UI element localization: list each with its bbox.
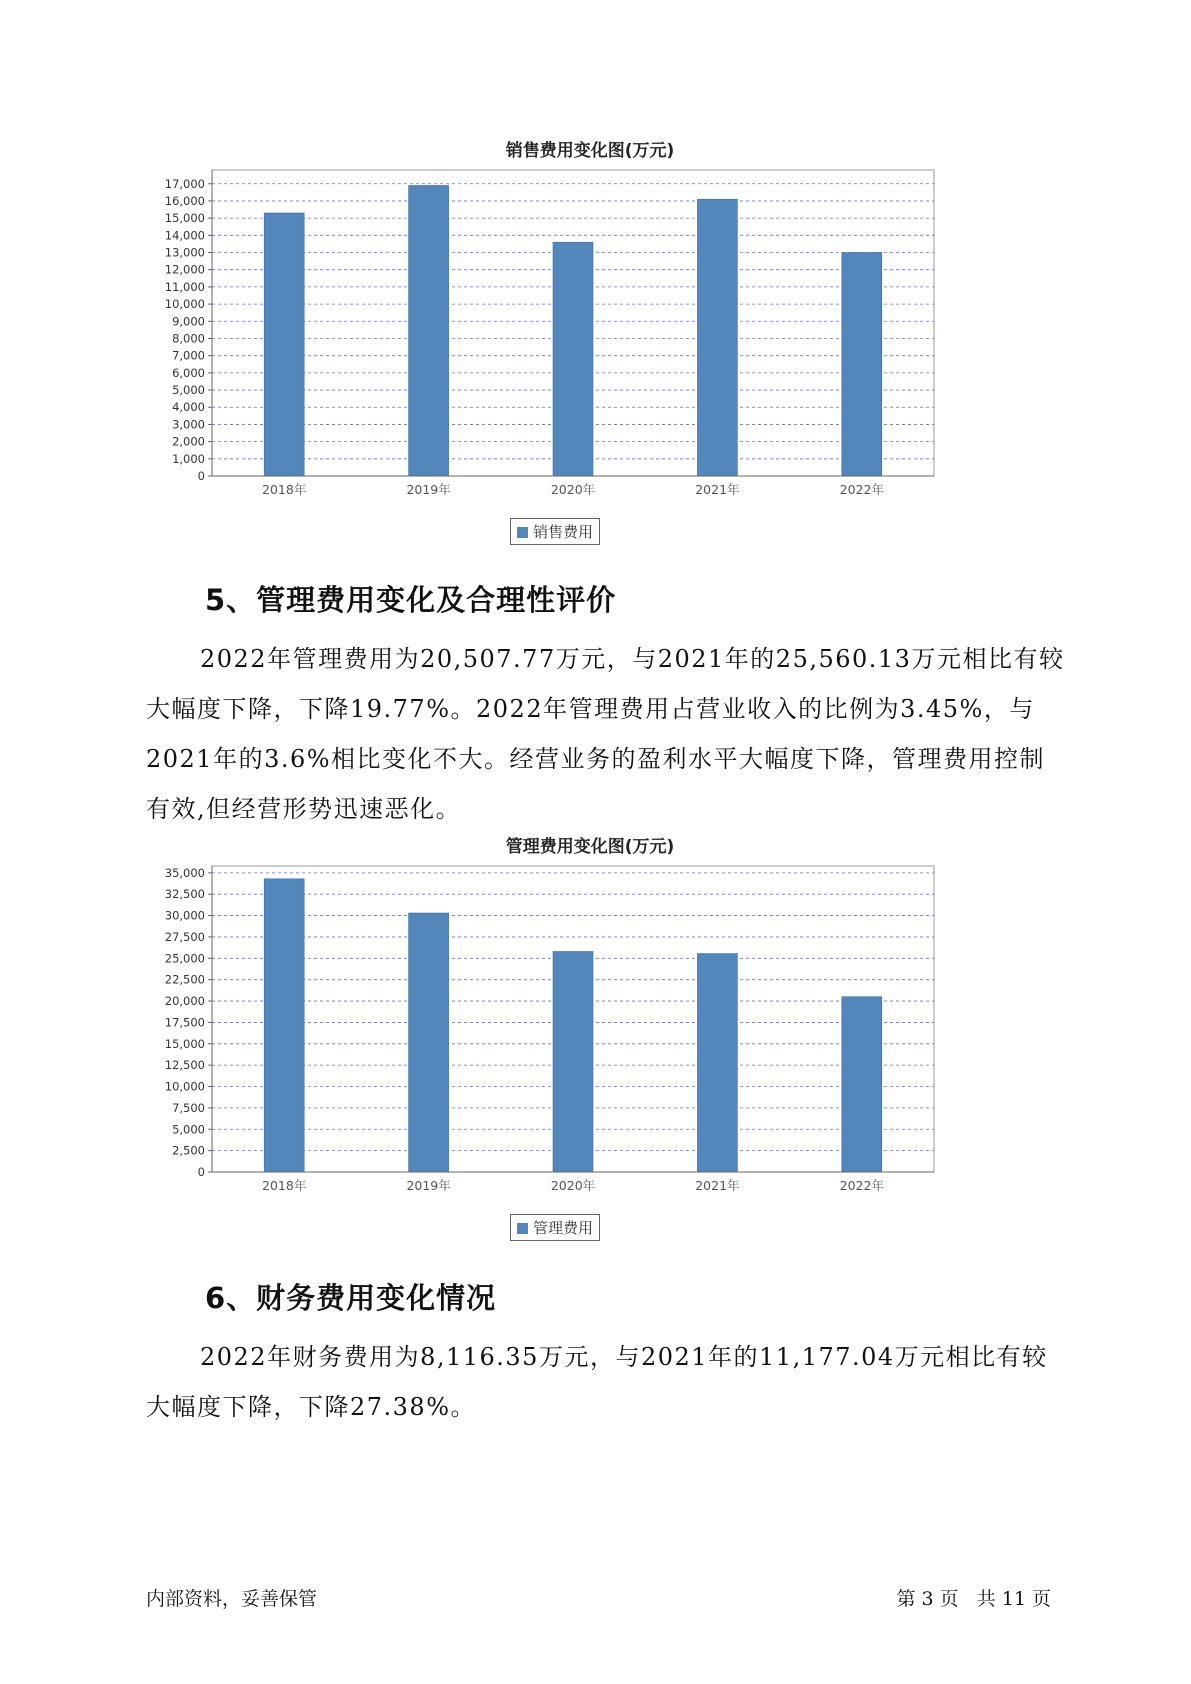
y-tick-label: 2,500 <box>172 1143 205 1158</box>
y-tick-label: 14,000 <box>164 228 205 243</box>
y-tick-label: 27,500 <box>164 929 205 944</box>
x-tick-label: 2018年 <box>262 1178 307 1193</box>
y-tick-label: 1,000 <box>172 451 205 466</box>
bar-2018年 <box>264 879 304 1172</box>
y-tick-label: 2,000 <box>172 434 205 449</box>
y-tick-label: 30,000 <box>164 908 205 923</box>
y-tick-label: 35,000 <box>164 865 205 880</box>
chart-plot <box>160 864 1020 1239</box>
legend-label: 管理费用 <box>533 1219 594 1237</box>
bar-2020年 <box>553 951 593 1172</box>
y-tick-label: 15,000 <box>164 1036 205 1051</box>
footer-confidential-note: 内部资料，妥善保管 <box>146 1588 318 1610</box>
y-tick-label: 7,500 <box>172 1100 205 1115</box>
chart-legend <box>510 518 600 545</box>
y-tick-label: 12,000 <box>164 262 205 277</box>
sales-expense-chart <box>160 130 1020 550</box>
bar-2019年 <box>409 185 449 476</box>
y-tick-label: 10,000 <box>164 297 205 312</box>
chart-plot <box>160 168 1020 543</box>
y-tick-label: 25,000 <box>164 951 205 966</box>
y-tick-label: 11,000 <box>164 279 205 294</box>
x-tick-label: 2018年 <box>262 482 307 497</box>
y-tick-label: 16,000 <box>164 193 205 208</box>
x-tick-label: 2019年 <box>406 1178 451 1193</box>
chart-title: 管理费用变化图(万元) <box>505 837 675 857</box>
bar-2022年 <box>842 997 882 1172</box>
y-tick-label: 22,500 <box>164 972 205 987</box>
y-tick-label: 4,000 <box>172 400 205 415</box>
y-tick-label: 10,000 <box>164 1079 205 1094</box>
legend-swatch <box>517 1223 528 1234</box>
y-tick-label: 7,000 <box>172 348 205 363</box>
y-tick-label: 6,000 <box>172 365 205 380</box>
bar-2021年 <box>697 954 737 1172</box>
y-tick-label: 20,000 <box>164 994 205 1009</box>
y-tick-label: 5,000 <box>172 1122 205 1137</box>
section-heading-6: 6、财务费用变化情况 <box>205 1281 497 1315</box>
x-tick-label: 2019年 <box>406 482 451 497</box>
y-tick-label: 32,500 <box>164 887 205 902</box>
section-paragraph-5: 2022年管理费用为20,507.77万元，与2021年的25,560.13万元相比有较大幅度下降，下降19.77%。2022年管理费用占营业收入的比例为3.45%，与2021年的3.6%相比变化不大。经营业务的盈利水平大幅度下降，管理费用控制有效,但经营形势迅速恶化。 <box>146 645 1065 823</box>
bar-2022年 <box>842 253 882 476</box>
bar-2019年 <box>409 913 449 1172</box>
footer-page-number: 第 3 页 共 11 页 <box>896 1588 1051 1610</box>
section-paragraph-6: 2022年财务费用为8,116.35万元，与2021年的11,177.04万元相比有较大幅度下降，下降27.38%。 <box>146 1343 1048 1421</box>
section-heading-5: 5、管理费用变化及合理性评价 <box>205 583 617 617</box>
bar-2020年 <box>553 242 593 476</box>
legend-swatch <box>517 527 528 538</box>
bar-2021年 <box>697 199 737 476</box>
y-tick-label: 3,000 <box>172 417 205 432</box>
x-tick-label: 2022年 <box>839 1178 884 1193</box>
x-tick-label: 2020年 <box>550 1178 596 1193</box>
bar-2018年 <box>264 213 304 476</box>
chart-title: 销售费用变化图(万元) <box>505 141 675 161</box>
y-tick-label: 5,000 <box>172 383 205 398</box>
y-tick-label: 0 <box>197 469 205 483</box>
x-tick-label: 2021年 <box>695 1178 740 1193</box>
y-tick-label: 17,500 <box>164 1015 205 1030</box>
y-tick-label: 13,000 <box>164 245 205 260</box>
y-tick-label: 9,000 <box>172 314 205 329</box>
x-tick-label: 2022年 <box>839 482 884 497</box>
y-tick-label: 0 <box>197 1165 205 1179</box>
x-tick-label: 2021年 <box>695 482 740 497</box>
y-tick-label: 15,000 <box>164 211 205 226</box>
chart-legend <box>510 1214 600 1241</box>
y-tick-label: 17,000 <box>164 176 205 191</box>
x-tick-label: 2020年 <box>550 482 596 497</box>
y-tick-label: 12,500 <box>164 1058 205 1073</box>
y-tick-label: 8,000 <box>172 331 205 346</box>
admin-expense-chart <box>160 826 1020 1246</box>
legend-label: 销售费用 <box>533 523 594 541</box>
